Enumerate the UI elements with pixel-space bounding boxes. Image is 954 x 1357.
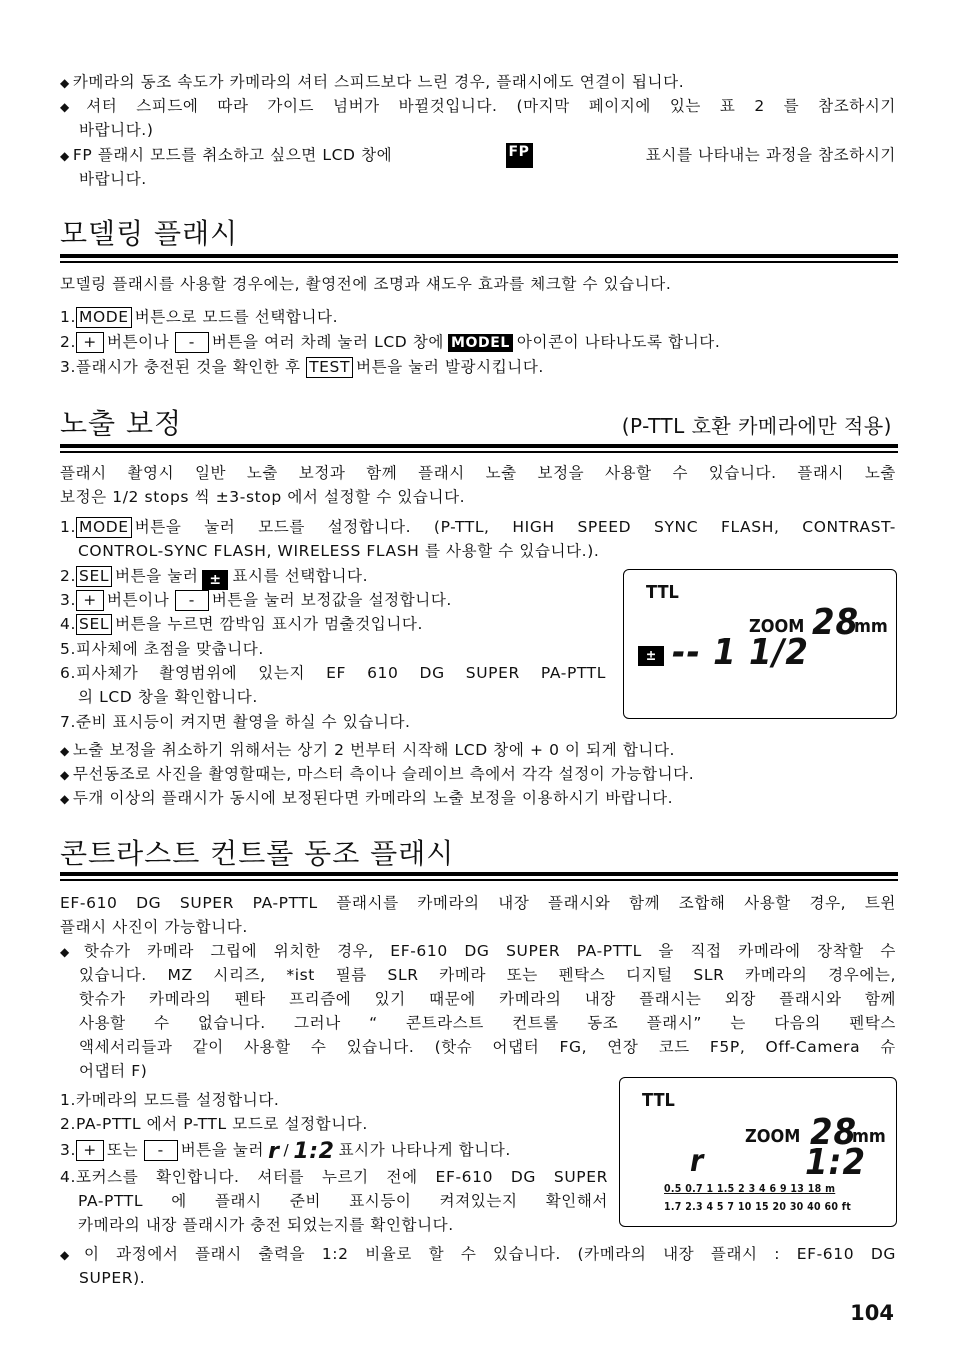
lcd-mm-unit: mm (854, 616, 888, 637)
exposure-step-4: 4. SEL 버튼을 누르면 깜박임 표시가 멈출것입니다. (60, 615, 424, 633)
contrast-step-3: 3. + 또는 - 버튼을 눌러 r / 1:2 표시가 나타나게 합니다. (60, 1139, 511, 1164)
contrast-bullet-line-1: ◆ 핫슈가 카메라 그립에 위치한 경우, EF-610 DG SUPER PA-PTTL 을 직접 카메라에 장착할 수 (60, 942, 896, 960)
exposure-step-3: 3. + 버튼이나 - 버튼을 눌러 보정값을 설정합니다. (60, 591, 452, 609)
model-icon: MODEL (448, 334, 513, 352)
modeling-desc: 모델링 플래시를 사용할 경우에는, 촬영전에 조명과 섀도우 효과를 체크할 수 있습니다. (60, 275, 672, 293)
mode-button-label: MODE (76, 307, 132, 328)
lcd-mm-unit: mm (852, 1126, 886, 1147)
plus-button-label: + (76, 1140, 104, 1161)
minus-button-label: - (175, 590, 209, 611)
lcd-focal-value: 28 (810, 1112, 858, 1153)
contrast-rule-thin (60, 879, 898, 881)
intro-bullet-2: ◆ 셔터 스피드에 따라 가이드 넘버가 바뀔것입니다. (마지막 페이지에 있는 표 2 를 참조하시기 (60, 97, 896, 115)
exposure-step-2: 2. SEL 버튼을 눌러 ± 표시를 선택합니다. (60, 567, 369, 588)
lcd-ttl-label: TTL (646, 582, 679, 603)
exposure-step-1: 1. MODE 버튼을 눌러 모드를 설정합니다. (P-TTL, HIGH SPEED SYNC FLASH, CONTRAST- (60, 518, 896, 536)
contrast-rule (60, 872, 898, 876)
exposure-step-7: 7.준비 표시등이 켜지면 촬영을 하실 수 있습니다. (60, 713, 411, 731)
exposure-step-5: 5.피사체에 초점을 맞춥니다. (60, 640, 264, 658)
contrast-step-4: 4.포커스를 확인합니다. 셔터를 누르기 전에 EF-610 DG SUPER (60, 1168, 608, 1186)
flash-compensation-icon: ± (202, 570, 228, 590)
exposure-note-3: ◆ 두개 이상의 플래시가 동시에 보정된다면 카메라의 노출 보정을 이용하시기 바랍니다. (60, 789, 674, 807)
modeling-step-3: 3.플래시가 충전된 것을 확인한 후 TEST 버튼을 눌러 발광시킵니다. (60, 358, 544, 376)
contrast-note-1-cont: SUPER). (79, 1269, 146, 1287)
lcd-r-mode: r (690, 1144, 705, 1179)
exposure-title: 노출 보정 (60, 407, 183, 440)
intro-bullet-2-cont: 바랍니다.) (79, 121, 154, 139)
lcd-feet-scale: 1.7 2.3 4 5 7 10 15 20 30 40 60 ft (664, 1201, 852, 1213)
lcd-zoom-label: ZOOM (749, 616, 805, 637)
lcd-compensation-icon: ± (638, 646, 664, 666)
intro-bullet-3-cont: 바랍니다. (79, 170, 147, 188)
exposure-note-2: ◆ 무선동조로 사진을 촬영할때는, 마스터 측이나 슬레이브 측에서 각각 설정이 가능합니다. (60, 765, 695, 783)
modeling-step-1: 1. MODE 버튼으로 모드를 선택합니다. (60, 308, 339, 326)
exposure-desc-2: 보정은 1/2 stops 씩 ±3-stop 에서 설정할 수 있습니다. (60, 488, 466, 506)
minus-button-label: - (175, 332, 209, 353)
exposure-step-6-cont: 의 LCD 창을 확인합니다. (78, 688, 258, 706)
lcd-zoom-label: ZOOM (745, 1126, 801, 1147)
contrast-bullet-line-4: 사용할 수 없습니다. 그러나 “ 콘트라스트 컨트롤 동조 플래시” 는 다음의 펜탁스 (79, 1014, 896, 1032)
intro-bullet-3: ◆ FP 플래시 모드를 취소하고 싶으면 LCD 창에 FP 표시를 나타내는 과정을 참조하시기 (60, 143, 896, 168)
contrast-note-1: ◆ 이 과정에서 플래시 출력을 1:2 비율로 할 수 있습니다. (카메라의 내장 플래시 : EF-610 DG (60, 1245, 896, 1263)
test-button-label: TEST (306, 357, 353, 378)
contrast-step-4-line-2: PA-PTTL 에 플래시 준비 표시등이 켜져있는지 확인해서 (78, 1192, 608, 1210)
exposure-step-1-cont: CONTROL-SYNC FLASH, WIRELESS FLASH 를 사용할 수 있습니다.). (78, 542, 600, 560)
ratio-icon: 1:2 (293, 1139, 335, 1164)
contrast-step-1: 1.카메라의 모드를 설정합니다. (60, 1091, 280, 1109)
exposure-subtitle: (P-TTL 호환 카메라에만 적용) (621, 414, 892, 438)
contrast-desc-2: 플래시 사진이 가능합니다. (60, 918, 248, 936)
contrast-step-2: 2.PA-PTTL 에서 P-TTL 모드로 설정합니다. (60, 1115, 368, 1133)
lcd-focal-value: 28 (812, 602, 860, 643)
contrast-bullet-line-5: 액세서리들과 같이 사용할 수 있습니다. (핫슈 어댑터 FG, 연장 코드 F5P, Off-Camera 슈 (79, 1038, 896, 1056)
page-number: 104 (850, 1301, 894, 1325)
modeling-title: 모델링 플래시 (60, 217, 239, 250)
lcd-contrast-display (619, 1077, 897, 1227)
exposure-step-6: 6.피사체가 촬영범위에 있는지 EF 610 DG SUPER PA-PTTL (60, 664, 606, 682)
lcd-exposure-display (623, 569, 897, 719)
mode-button-label: MODE (76, 517, 132, 538)
sel-button-label: SEL (76, 614, 112, 635)
lcd-meter-scale: 0.5 0.7 1 1.5 2 3 4 6 9 13 18 m (664, 1183, 836, 1195)
exposure-rule (60, 444, 898, 448)
contrast-bullet-line-2: 있습니다. MZ 시리즈, *ist 필름 SLR 카메라 또는 펜탁스 디지털 SLR 카메라의 경우에는, (79, 966, 896, 984)
modeling-rule-thin (60, 261, 898, 263)
contrast-bullet-line-3: 핫슈가 카메라의 펜타 프리즘에 있기 때문에 카메라의 내장 플래시는 외장 플래시와 함께 (79, 990, 896, 1008)
modeling-step-2: 2. + 버튼이나 - 버튼을 여러 차례 눌러 LCD 창에 MODEL 아이콘이 나타나도록 합니다. (60, 333, 721, 351)
lcd-ttl-label: TTL (642, 1090, 675, 1111)
exposure-note-1: ◆ 노출 보정을 취소하기 위해서는 상기 2 번부터 시작해 LCD 창에 + 0 이 되게 합니다. (60, 741, 676, 759)
contrast-bullet-line-6: 어댑터 F) (79, 1062, 148, 1080)
sel-button-label: SEL (76, 566, 112, 587)
contrast-title: 콘트라스트 컨트롤 동조 플래시 (60, 837, 455, 870)
contrast-step-4-line-3: 카메라의 내장 플래시가 충전 되었는지를 확인합니다. (78, 1216, 454, 1234)
plus-button-label: + (76, 590, 104, 611)
minus-button-label: - (144, 1140, 178, 1161)
plus-button-label: + (76, 332, 104, 353)
intro-bullet-1: ◆ 카메라의 동조 속도가 카메라의 셔터 스피드보다 느린 경우, 플래시에도 연결이 됩니다. (60, 73, 685, 91)
exposure-rule-thin (60, 451, 898, 453)
fp-icon: FP (506, 143, 533, 168)
lcd-compensation-value: -- 1 1/2 (672, 632, 809, 673)
r-mode-icon: r (268, 1139, 280, 1164)
exposure-desc-1: 플래시 촬영시 일반 노출 보정과 함께 플래시 노출 보정을 사용할 수 있습니다. 플래시 노출 (60, 464, 896, 482)
modeling-rule (60, 254, 898, 258)
lcd-ratio-value: 1:2 (805, 1142, 867, 1183)
contrast-desc-1: EF-610 DG SUPER PA-PTTL 플래시를 카메라의 내장 플래시와 함께 조합해 사용할 경우, 트윈 (60, 894, 896, 912)
